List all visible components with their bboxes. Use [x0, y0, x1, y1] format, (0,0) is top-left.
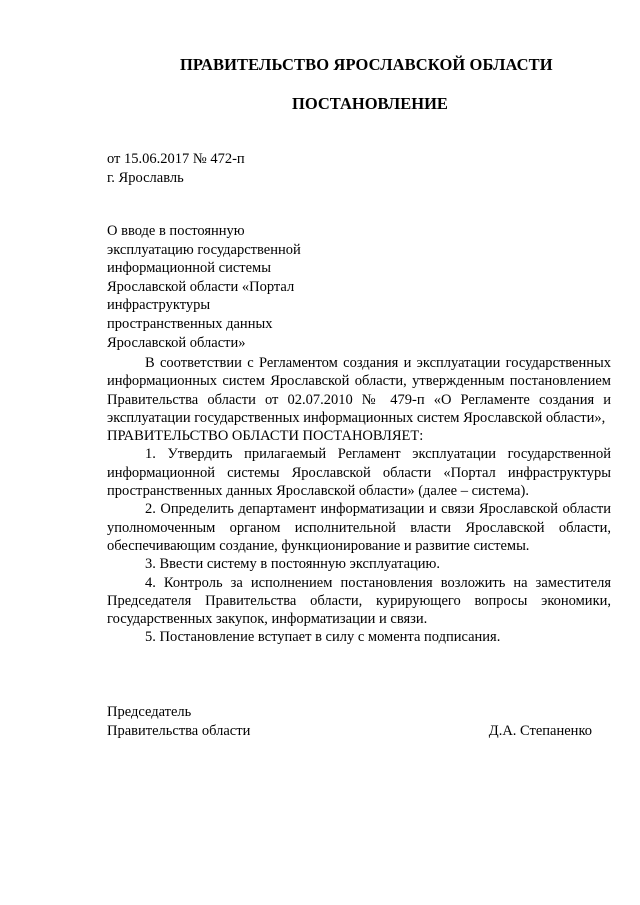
subject-line: эксплуатацию государственной [107, 241, 301, 258]
signature-row [107, 722, 592, 741]
signer-position-line2: Правительства области [107, 723, 251, 739]
document-meta [107, 150, 245, 188]
document-type-title: ПОСТАНОВЛЕНИЕ [292, 94, 448, 113]
document-body [107, 354, 611, 647]
signature-block [107, 703, 592, 741]
preamble-paragraph: В соответствии с Регламентом создания и эксплуатации государственных информационных систем Ярославской области, утвержденным постановлением Правительства области от 02.07.2010 № 479-п «О Регламенте создания и эксплуатации государственных информационных систем Ярославской области», [107, 355, 611, 426]
subject-line: пространственных данных [107, 315, 273, 332]
document-subject [107, 222, 301, 352]
date-number: от 15.06.2017 № 472-п [107, 151, 245, 167]
resolution-item-2: 2. Определить департамент информатизации и связи Ярославской области уполномоченным органом исполнительной власти Ярославской области, обеспечивающим создание, функционирование и развитие системы. [107, 501, 611, 554]
city: г. Ярославль [107, 170, 184, 186]
signer-name: Д.А. Степаненко [488, 723, 592, 739]
resolution-item-4: 4. Контроль за исполнением постановления возложить на заместителя Председателя Правительства области, курирующего вопросы экономики, государственных закупок, информатизации и связи. [107, 574, 611, 628]
resolution-item-3: 3. Ввести систему в постоянную эксплуатацию. [145, 556, 441, 573]
subject-line: Ярославской области» [107, 334, 246, 351]
government-title: ПРАВИТЕЛЬСТВО ЯРОСЛАВСКОЙ ОБЛАСТИ [180, 55, 553, 74]
signer-position-line1: Председатель [107, 704, 192, 720]
subject-line: Ярославской области «Портал [107, 278, 295, 295]
subject-line: О вводе в постоянную [107, 223, 245, 239]
resolution-item-1: 1. Утвердить прилагаемый Регламент эксплуатации государственной информационной системы Ярославской области «Портал инфраструктуры пространственных данных Ярославской области» (далее – система). [107, 446, 611, 500]
resolution-heading: ПРАВИТЕЛЬСТВО ОБЛАСТИ ПОСТАНОВЛЯЕТ: [107, 428, 424, 445]
resolution-item-5: 5. Постановление вступает в силу с момента подписания. [145, 629, 501, 646]
subject-line: инфраструктуры [107, 297, 211, 314]
subject-line: информационной системы [107, 260, 271, 277]
